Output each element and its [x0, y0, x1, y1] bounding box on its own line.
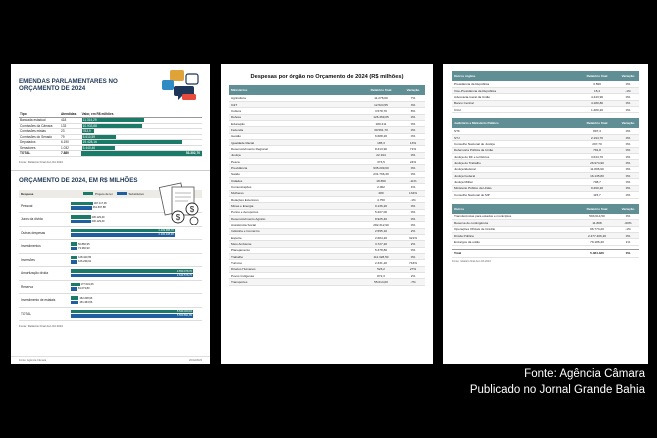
ministerio-valor: 231.766,30 — [361, 171, 401, 177]
ministerio-variacao: 0% — [401, 165, 425, 171]
ministerio-variacao: 321% — [401, 235, 425, 241]
orgao-variacao: 0% — [617, 179, 639, 185]
orgao-valor: 897,4 — [577, 128, 617, 134]
orgao-valor: 798,7 — [577, 179, 617, 185]
orgao-variacao: 1% — [617, 239, 639, 245]
orgao-variacao: 0% — [617, 214, 639, 220]
ministerio-variacao: 0% — [401, 127, 425, 133]
ministerio-name: Povos Indígenas — [229, 273, 361, 279]
orgao-name: Conselho Nacional de Justiça — [452, 141, 577, 147]
col-valor: Valor, em R$ milhões — [81, 111, 202, 118]
bar-projeto-value: 5.543.320,16 — [176, 310, 192, 314]
orcamento-row — [19, 240, 202, 254]
orgao-valor: 2.194,70 — [577, 135, 617, 141]
orcamento-label: Inversões — [21, 257, 35, 262]
ministerio-valor: 12.524,55 — [361, 101, 401, 107]
ministerio-variacao: -1% — [401, 197, 425, 203]
bar-projeto — [71, 269, 193, 273]
emendas-tipo: Comissões mistas — [19, 129, 60, 135]
orgao-valor: 115,7 — [577, 192, 617, 198]
ministerio-variacao: 71% — [401, 146, 425, 152]
orgao-valor: 3.599 — [577, 81, 617, 87]
ministerio-valor: 2.555,10 — [361, 228, 401, 234]
legend-swatch-projeto — [83, 192, 93, 195]
outros-table — [452, 204, 639, 246]
orgao-row — [452, 239, 639, 245]
bar-substitutivo — [71, 206, 106, 210]
orgao-variacao: -60% — [617, 220, 639, 226]
orgao-row — [452, 192, 639, 198]
documents-money-icon — [158, 181, 204, 225]
ministerio-name: Justiça — [229, 152, 361, 158]
emendas-tipo: Comissões da Câmara — [19, 123, 60, 129]
svg-text:$: $ — [175, 212, 181, 222]
orgao-variacao: 0% — [617, 147, 639, 153]
ministerio-valor: 3.578,70 — [361, 108, 401, 114]
ministerio-variacao: 0% — [401, 216, 425, 222]
orcamento-values — [71, 229, 202, 237]
bar-substitutivo — [71, 246, 90, 251]
emendas-valor: 11.314,29 — [82, 118, 97, 123]
credit-source: Fonte: Agência Câmara — [524, 368, 645, 380]
ministerio-valor: 9.136,20 — [361, 203, 401, 209]
bar-substitutivo-value: 2.643.578,70 — [176, 273, 192, 277]
emendas-total-valor: 53.302,70 — [81, 151, 202, 157]
orgao-name: STJ — [452, 135, 577, 141]
emendas-header — [11, 64, 210, 111]
total-value: 5.484.326 — [577, 249, 617, 257]
total-row — [452, 249, 639, 257]
orgao-valor: 1.280,20 — [577, 106, 617, 112]
ministerio-valor: 2.062 — [361, 184, 401, 190]
emendas-title-line1: EMENDAS PARLAMENTARES NO — [19, 78, 118, 85]
col-variacao: Variação — [401, 85, 425, 95]
orgao-variacao: 0% — [617, 128, 639, 134]
orgao-name: Encargos da união — [452, 239, 577, 245]
ministerio-name: Relações Exteriores — [229, 197, 361, 203]
orgao-variacao: 0% — [617, 192, 639, 198]
ministerio-valor: 523,2 — [361, 266, 401, 272]
orcamento-title: ORÇAMENTO DE 2024, EM R$ MILHÕES — [19, 176, 138, 184]
ministerio-valor: 872,3 — [361, 273, 401, 279]
bar-projeto-value: 2.239.388,70 — [158, 229, 174, 233]
orgao-variacao: 0% — [617, 94, 639, 100]
emendas-table — [19, 111, 202, 157]
orgao-name: Justiça Militar — [452, 179, 577, 185]
ministerio-variacao: 2% — [401, 228, 425, 234]
ministerio-row — [229, 279, 425, 285]
orgao-variacao: 0% — [617, 154, 639, 160]
orgao-valor: 11.806,90 — [577, 166, 617, 172]
ministerio-variacao: 0% — [401, 254, 425, 260]
ministerio-name: Previdência — [229, 165, 361, 171]
ministerio-variacao: 743% — [401, 260, 425, 266]
orcamento-row — [19, 267, 202, 281]
orgao-name: Advocacia-Geral da União — [452, 94, 577, 100]
orgao-valor: 96.773,20 — [577, 226, 617, 232]
bar-projeto-value: 2.650.078,70 — [176, 269, 192, 273]
legend-header: Despesa — [21, 191, 34, 196]
orgao-name: Presidência da República — [452, 81, 577, 87]
orgao-variacao: 0% — [617, 81, 639, 87]
orgao-name: Transferências para estados e municípios — [452, 214, 577, 220]
orcamento-row — [19, 254, 202, 268]
emendas-footer — [11, 356, 210, 364]
orcamento-section — [11, 170, 210, 332]
ministerio-valor: 480 — [361, 190, 401, 196]
ministerio-name: Igualdade Racial — [229, 139, 361, 145]
emendas-title — [19, 78, 129, 92]
col-variacao: Variação — [617, 71, 639, 81]
ministerio-name: Pesca — [229, 158, 361, 164]
ministerio-name: Gestão — [229, 133, 361, 139]
speech-bubbles-icon — [156, 68, 202, 104]
bar-substitutivo-value: 73.360,90 — [78, 246, 90, 250]
col-relatorio-final: Relatório final — [577, 204, 617, 214]
outros-source: Fonte: relatório final da LOA 2024 — [452, 259, 491, 263]
ministerio-name: Transportes — [229, 279, 361, 285]
col-outros: Outros — [452, 204, 577, 214]
orgao-variacao: 0% — [617, 166, 639, 172]
orcamento-source: Fonte: Relatório Final da LOA 2024 — [19, 324, 63, 328]
ministerio-variacao: 0% — [401, 171, 425, 177]
ministerio-valor: 282.312,90 — [361, 222, 401, 228]
ministerio-valor: 18.650 — [361, 177, 401, 183]
orgao-name: Justiça do Trabalho — [452, 160, 577, 166]
bar-substitutivo-value: 126.239,91 — [78, 260, 92, 264]
ministerio-valor: 5.378,80 — [361, 247, 401, 253]
orgao-name: Vice-Presidência da República — [452, 87, 577, 93]
emendas-valor-bar — [82, 118, 144, 122]
emendas-valor: 5.610,59 — [82, 134, 96, 139]
orgao-name: Dívida Pública — [452, 233, 577, 239]
ministerio-valor: 2.684,20 — [361, 235, 401, 241]
total-table — [452, 249, 639, 258]
orgao-valor: 11.808 — [577, 220, 617, 226]
orcamento-label: Amortização dívida — [21, 271, 49, 276]
orgao-name: Justiça Federal — [452, 173, 577, 179]
ministerio-valor: 30.561,70 — [361, 127, 401, 133]
ministerio-name: Trabalho — [229, 254, 361, 260]
bar-substitutivo — [71, 260, 92, 264]
orgao-valor: 781,8 — [577, 147, 617, 153]
col-outros-orgaos: Outros órgãos — [452, 71, 577, 81]
orgao-valor: 79.186,40 — [577, 239, 617, 245]
ministerio-valor: 373,5 — [361, 158, 401, 164]
bar-substitutivo — [71, 314, 193, 318]
orcamento-row — [19, 308, 202, 322]
ministerio-name: Cidades — [229, 177, 361, 183]
bar-projeto-value: 467.117,36 — [93, 202, 107, 206]
col-relatorio-final: Relatório final — [577, 118, 617, 128]
bar-substitutivo-value: 5.550.891,89 — [176, 314, 192, 318]
ministerio-name: Turismo — [229, 260, 361, 266]
ministerio-name: Direitos Humanos — [229, 266, 361, 272]
ministerio-name: Desenvolvimento Regional — [229, 146, 361, 152]
ministerio-variacao: 24% — [401, 158, 425, 164]
emendas-total-row — [19, 151, 202, 157]
orcamento-row — [19, 281, 202, 295]
bar-projeto-value: 50.882,95 — [78, 242, 90, 246]
col-ministerios: Ministérios — [229, 85, 361, 95]
orgao-variacao: 0% — [617, 160, 639, 166]
col-tipo: Tipo — [19, 111, 60, 118]
ministerio-variacao: 3% — [401, 101, 425, 107]
ministerio-variacao: 8% — [401, 108, 425, 114]
orgao-name: CGU — [452, 106, 577, 112]
col-variacao: Variação — [617, 204, 639, 214]
ministerio-name: Agricultura — [229, 95, 361, 101]
orgao-variacao: -1% — [617, 87, 639, 93]
emendas-valor: 763,9 — [82, 129, 91, 134]
emendas-valor: 19.428,16 — [82, 140, 97, 145]
emendas-tipo: Deputados — [19, 140, 60, 146]
orcamento-label: Pessoal — [21, 203, 33, 208]
orcamento-values — [71, 256, 202, 264]
ministerio-variacao: 0% — [401, 133, 425, 139]
bar-substitutivo-value: 430.129,40 — [91, 219, 105, 223]
orgao-name: STF — [452, 128, 577, 134]
emendas-valor-bar — [82, 129, 95, 133]
ministerio-valor: 180.211 — [361, 120, 401, 126]
orgao-valor: 593.614,50 — [577, 214, 617, 220]
orgao-variacao: 0% — [617, 173, 639, 179]
ministerio-name: Minas e Energia — [229, 203, 361, 209]
despesas-title: Despesas por órgão no Orçamento de 2024 (R$ milhões) — [250, 74, 404, 80]
bar-substitutivo — [71, 233, 175, 237]
ministerio-valor: 2.331,20 — [361, 260, 401, 266]
bar-projeto — [71, 215, 105, 219]
ministerio-valor: 22.194 — [361, 152, 401, 158]
ministerio-variacao: 0% — [401, 152, 425, 158]
orcamento-values — [71, 310, 202, 318]
bar-substitutivo — [71, 219, 105, 224]
orgao-name: Defensoria Pública da União — [452, 147, 577, 153]
ministerio-variacao: 4% — [401, 184, 425, 190]
ministerio-name: Meio Ambiente — [229, 241, 361, 247]
bar-projeto-value: 436.129,40 — [91, 215, 105, 219]
outros-orgaos-panel — [443, 64, 648, 364]
ministerio-valor: 11.278,60 — [361, 95, 401, 101]
bar-substitutivo — [71, 287, 90, 291]
bar-projeto — [71, 256, 92, 260]
emendas-valor: 5.440,46 — [82, 145, 96, 150]
emendas-total-atendidas: 7.880 — [60, 151, 81, 157]
ministerio-valor: 8.925,40 — [361, 216, 401, 222]
emendas-valor-bar — [82, 146, 116, 150]
orcamento-values — [71, 283, 202, 291]
emendas-source: Fonte: Relatório Final da LOA 2024 — [19, 159, 63, 164]
bar-projeto — [71, 310, 193, 314]
col-relatorio-final: Relatório final — [577, 71, 617, 81]
bar-substitutivo-value: 461.697,88 — [92, 206, 106, 210]
ministerio-name: Fazenda — [229, 127, 361, 133]
ministerio-name: Esporte — [229, 235, 361, 241]
ministerio-valor: 185,3 — [361, 139, 401, 145]
orcamento-label: Juros da dívida — [21, 217, 43, 222]
orgao-valor: 3.644,70 — [577, 154, 617, 160]
bar-projeto-value: 128.423,65 — [78, 256, 92, 260]
ministerio-name: Indústria e Comércio — [229, 228, 361, 234]
ministerio-name: C&T — [229, 101, 361, 107]
bar-projeto-value: 177.031,66 — [80, 283, 94, 287]
ministerio-name: Comunicações — [229, 184, 361, 190]
emendas-title-line2: ORÇAMENTO DE 2024 — [19, 85, 86, 93]
emendas-atendidas: 418 — [60, 118, 81, 124]
bar-projeto — [71, 283, 94, 287]
emendas-tipo: Bancada estadual — [19, 118, 60, 124]
orgao-variacao: 0% — [617, 141, 639, 147]
ministerio-variacao: 0% — [401, 120, 425, 126]
emendas-valor-bar — [82, 124, 142, 128]
ministerio-valor: 8.313,90 — [361, 146, 401, 152]
ministerio-variacao: 7% — [401, 95, 425, 101]
emendas-valor: 10.933,88 — [82, 123, 97, 128]
ministerio-valor: 4.750 — [361, 197, 401, 203]
ministerio-variacao: 0% — [401, 203, 425, 209]
ministerio-name: Assistência Social — [229, 222, 361, 228]
ministerio-name: Saúde — [229, 171, 361, 177]
orgao-variacao: 0% — [617, 106, 639, 112]
orgao-valor: 2.477.406,20 — [577, 233, 617, 239]
emendas-atendidas: 1.032 — [60, 145, 81, 151]
ministerio-variacao: 2% — [401, 241, 425, 247]
orgao-name: Conselho Nacional do MP — [452, 192, 577, 198]
emendas-valor-bar — [82, 135, 117, 139]
col-atendidas: Atendidas — [60, 111, 81, 118]
orgao-valor: 9.260,20 — [577, 185, 617, 191]
emendas-valor-bar — [82, 140, 182, 144]
bar-substitutivo — [71, 300, 93, 305]
emendas-tipo: Senadores — [19, 145, 60, 151]
ministerio-name: Planejamento — [229, 247, 361, 253]
ministerio-valor: 3.727,20 — [361, 241, 401, 247]
ministerio-valor: 111.328,50 — [361, 254, 401, 260]
col-variacao: Variação — [617, 118, 639, 128]
total-variacao: 0% — [617, 249, 639, 257]
orcamento-label: Reserva — [21, 284, 33, 289]
orgao-valor: 26.974,90 — [577, 160, 617, 166]
orgao-name: Operações Oficiais de Crédito — [452, 226, 577, 232]
ministerio-variacao: -11% — [401, 177, 425, 183]
orcamento-label: Investimento de estatais — [21, 298, 56, 303]
ministerio-valor: 6.688,20 — [361, 133, 401, 139]
orgao-valor: 297,70 — [577, 141, 617, 147]
despesas-orgao-panel — [221, 64, 433, 364]
emendas-atendidas: 23 — [60, 129, 81, 135]
bar-substitutivo-value: 2.236.438,38 — [158, 233, 174, 237]
ministerio-variacao: 0% — [401, 114, 425, 120]
emendas-atendidas: 133 — [60, 123, 81, 129]
orcamento-label: Outras despesas — [21, 230, 46, 235]
ministerio-name: Desenvolvimento Agrário — [229, 216, 361, 222]
ministerio-name: Mulheres — [229, 190, 361, 196]
orgao-variacao: 0% — [617, 135, 639, 141]
svg-text:$: $ — [189, 204, 195, 214]
orgao-variacao: 0% — [617, 185, 639, 191]
ministerio-variacao: -7% — [401, 279, 425, 285]
bar-projeto — [71, 229, 175, 233]
footer-source: Fonte: Agência Câmara — [19, 359, 47, 362]
legend-substitutivo: Substitutivo — [128, 191, 145, 196]
ministerio-variacao: 0% — [401, 247, 425, 253]
ministerio-valor: 126.369,05 — [361, 114, 401, 120]
orgao-valor: 4.443,90 — [577, 94, 617, 100]
ministerio-name: Educação — [229, 120, 361, 126]
orcamento-label: Investimentos — [21, 244, 41, 249]
ministerio-valor: 55.014,00 — [361, 279, 401, 285]
ministerio-variacao: 27% — [401, 266, 425, 272]
orcamento-values — [71, 296, 202, 304]
bar-substitutivo-value: 81.073,80 — [78, 287, 90, 291]
orcamento-values — [71, 242, 202, 250]
orcamento-label: TOTAL — [21, 311, 31, 316]
bar-substitutivo-value: 151.364,56 — [79, 300, 93, 304]
emendas-infographic — [11, 64, 210, 364]
orgao-name: Justiça Eleitoral — [452, 166, 577, 172]
legend-projeto: Projeto de lei — [95, 191, 113, 196]
footer-date: 20/12/2023 — [189, 359, 202, 362]
ministerio-variacao: 0% — [401, 222, 425, 228]
emendas-total-label: TOTAL — [19, 151, 60, 157]
orgao-name: Banco Central — [452, 100, 577, 106]
orgao-variacao: 0% — [617, 233, 639, 239]
orgao-valor: 16.135,80 — [577, 173, 617, 179]
orgao-name: Reserva de contingência — [452, 220, 577, 226]
ministerios-table — [229, 85, 425, 286]
orcamento-values — [71, 269, 202, 277]
emendas-atendidas: 6.190 — [60, 140, 81, 146]
ministerio-name: Cultura — [229, 108, 361, 114]
ministerio-name: Defesa — [229, 114, 361, 120]
emendas-atendidas: 79 — [60, 134, 81, 140]
orcamento-row — [19, 227, 202, 241]
ministerio-variacao: 2% — [401, 273, 425, 279]
ministerio-valor: 5.207,00 — [361, 209, 401, 215]
orgao-name: Ministério Público da União — [452, 185, 577, 191]
outros-orgaos-table — [452, 71, 639, 113]
total-label: Total — [452, 249, 577, 257]
orgao-variacao: 0% — [617, 100, 639, 106]
orgao-row — [452, 106, 639, 112]
orgao-name: Justiça do DF e territórios — [452, 154, 577, 160]
legend-swatch-substitutivo — [117, 192, 127, 195]
orcamento-row — [19, 294, 202, 308]
emendas-tipo: Comissões do Senado — [19, 134, 60, 140]
col-judiciario: Judiciário e Ministério Público — [452, 118, 577, 128]
orgao-valor: 4.180,80 — [577, 100, 617, 106]
judiciario-table — [452, 118, 639, 198]
bar-projeto-value: 152.208,96 — [79, 296, 93, 300]
ministerio-name: Portos e Aeroportos — [229, 209, 361, 215]
orgao-variacao: -1% — [617, 226, 639, 232]
bar-projeto — [71, 242, 90, 246]
ministerio-variacao: 134% — [401, 190, 425, 196]
credit-published: Publicado no Jornal Grande Bahia — [469, 384, 645, 396]
ministerio-variacao: 13% — [401, 139, 425, 145]
ministerio-variacao: 0% — [401, 209, 425, 215]
bar-substitutivo — [71, 274, 193, 278]
orgao-valor: 15,4 — [577, 87, 617, 93]
bar-projeto — [71, 202, 107, 206]
bar-projeto — [71, 296, 93, 300]
col-relatorio-final: Relatório final — [361, 85, 401, 95]
ministerio-valor: 935.209,60 — [361, 165, 401, 171]
